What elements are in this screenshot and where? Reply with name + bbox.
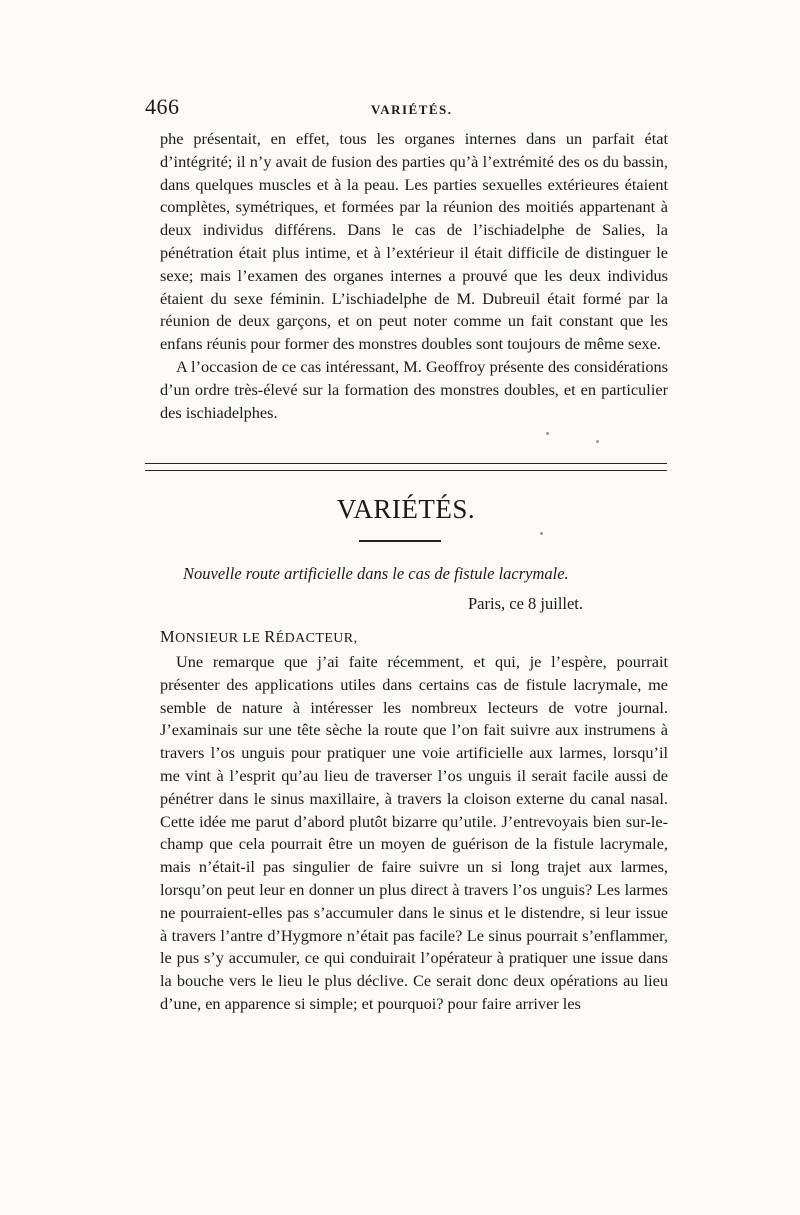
continuation-paragraph: phe présentait, en effet, tous les organes internes dans un parfait état d’intégrité; il n’y avait de fusion des parties qu’à l’extrémité des os du bassin, dans quelques muscles et à la peau. Les parties sexuelles extérieures étaient complètes, symétriques, et formées par la réunion des moitiés appartenant à deux individus différens. Dans le cas de l’ischiadelphe de Salies, la pénétration était plus intime, et à l’extérieur il était difficile de distinguer le sexe; mais l’examen des organes internes a prouvé que les deux individus étaient du sexe féminin. L’ischiadelphe de M. Dubreuil était formé par la réunion de deux garçons, et on peut noter comme un fait constant que les enfans réunis pour former des monstres doubles sont toujours de même sexe. — [160, 129, 668, 354]
paper-speck — [546, 432, 549, 435]
page-number: 466 — [145, 94, 180, 119]
continuation-text — [160, 128, 668, 424]
running-title: VARIÉTÉS. — [371, 102, 453, 117]
running-head — [145, 94, 665, 124]
paper-speck — [596, 440, 599, 443]
article-title: Nouvelle route artificielle dans le cas de fistule lacrymale. — [183, 564, 569, 583]
letter-body — [160, 651, 668, 1016]
section-title: VARIÉTÉS. — [336, 494, 476, 524]
letter-paragraph: Une remarque que j’ai faite récemment, et qui, je l’espère, pourrait présenter des applications utiles dans certains cas de fistule lacrymale, me semble de nature à intéresser les nombreux lecteurs de votre journal. J’examinais sur une tête sèche la route que l’on fait suivre aux instrumens à travers l’os unguis pour pratiquer une voie artificielle aux larmes, lorsqu’il me vint à l’esprit qu’au lieu de traverser l’os unguis il serait facile aussi de pénétrer dans le sinus maxillaire, à travers la cloison externe du canal nasal. Cette idée me parut d’abord plutôt bizarre qu’utile. J’entrevoyais bien sur-le-champ que cela pourrait être un moyen de guérison de la fistule lacrymale, mais n’était-il pas singulier de faire suivre un si long trajet aux larmes, lorsqu’on peut leur en donner un plus direct à travers l’os unguis? Les larmes ne pourraient-elles pas s’accumuler dans le sinus et le distendre, si leur issue à travers l’antre d’Hygmore n’était pas facile? Le sinus pourrait s’enflammer, le pus s’y accumuler, ce qui conduirait l’opérateur à pratiquer une issue dans la bouche vers le lieu le plus déclive. Ce serait donc deux opérations au lieu d’une, en apparence si simple; et pourquoi? pour faire arriver les — [160, 652, 668, 1013]
paper-speck — [540, 532, 543, 535]
section-divider — [145, 463, 667, 471]
title-underline — [359, 540, 441, 542]
continuation-paragraph: A l’occasion de ce cas intéressant, M. Geoffroy présente des considérations d’un ordre très-élevé sur la formation des monstres doubles, et en particulier des ischiadelphes. — [160, 356, 668, 422]
salutation: MONSIEUR LE RÉDACTEUR, — [160, 627, 358, 646]
dateline: Paris, ce 8 juillet. — [468, 594, 584, 613]
